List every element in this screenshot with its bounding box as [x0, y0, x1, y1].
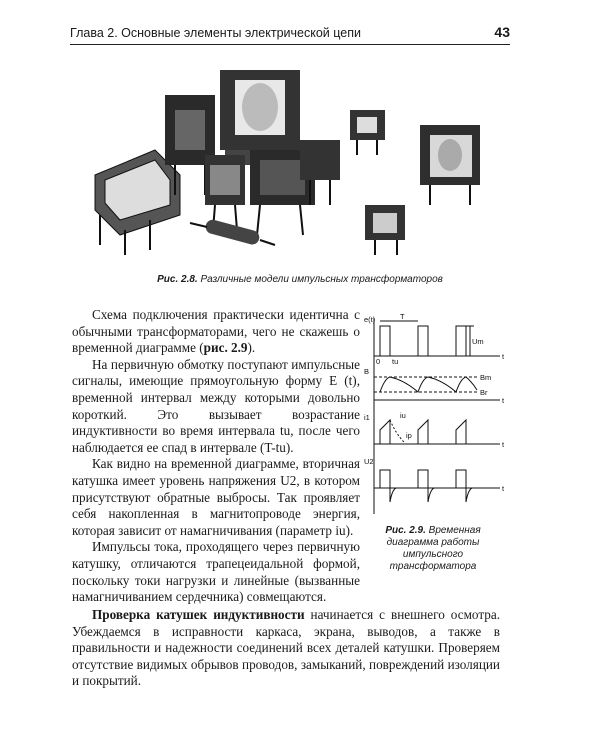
diagram-label-B: B: [364, 367, 370, 376]
paragraph-5: [72, 607, 500, 690]
paragraph-4: Импульсы тока, проходящего через первичную катушку, отличаются трапецеидальной формой, поскольку токи нагрузки и линейные (вызванные намагничиванием сердечника) совмещаются.: [72, 539, 360, 605]
diagram-label-Br: Br: [480, 388, 488, 397]
caption-text: Различные модели импульсных трансформаторов: [197, 274, 443, 285]
diagram-label-Um: Um: [472, 337, 484, 346]
diagram-label-zero: 0: [376, 357, 381, 366]
figure-reference: рис. 2.9: [203, 340, 248, 356]
diagram-label-ip: ip: [406, 431, 412, 440]
paragraph-1-end: ).: [247, 340, 256, 356]
diagram-label-t1: t: [502, 352, 505, 361]
diagram-label-t4: t: [502, 484, 505, 493]
diagram-label-tu: tu: [392, 357, 399, 366]
inductor-rod: [190, 218, 275, 246]
page-number: 43: [494, 24, 510, 40]
chapter-title: Глава 2. Основные элементы электрической цепи: [70, 26, 361, 40]
diagram-label-Bm: Bm: [480, 373, 492, 382]
diagram-caption-text: Временная диаграмма работы импульсного трансформатора: [386, 525, 481, 572]
bottom-text: [72, 607, 500, 690]
paragraph-3: Как видно на временной диаграмме, вторичная катушка имеет уровень напряжения U2, в котором присутствуют обратные выбросы. Так проявляет себя накопленная в магнитопроводе энергия, которая зависит от намагничивания (параметр iu).: [72, 456, 360, 538]
text-column: [72, 307, 360, 606]
paragraph-2: На первичную обмотку поступают импульсные сигналы, имеющие прямоугольную форму E (t), временной интервал между которыми довольно короткий. Это вызывает возрастание индуктивности во время интервала tu, после чего наблюдается ее спад в интервале (T-tu).: [72, 356, 360, 455]
paragraph-1-text: Схема подключения практически идентична с обычными трансформаторами, чего не скажешь о временной диаграмме (: [72, 307, 360, 356]
diagram-label-e: e(t): [364, 315, 376, 324]
diagram-label-U2: U2: [364, 457, 374, 466]
section-bold-heading: Проверка катушек индуктивности: [92, 607, 305, 622]
diagram-label-t3: t: [502, 440, 505, 449]
diagram-caption: [368, 525, 498, 573]
page-header: [70, 22, 510, 45]
figure-caption: [100, 274, 500, 285]
diagram-label-iu: iu: [400, 411, 406, 420]
transformer-9: [365, 205, 405, 255]
diagram-caption-label: Рис. 2.9.: [385, 525, 426, 536]
transformer-4: [205, 155, 245, 230]
paragraph-5-text: начинается с внешнего осмотра. Убеждаемся в исправности каркаса, экрана, выводов, а также в правильности и надежности соединений всех деталей катушки. Проверяем отсутствие видимых обрывов проводов, замыканий, повреждений изоляции и покрытий.: [72, 607, 500, 689]
timing-diagram: [362, 312, 508, 522]
transformers-photo: [85, 55, 500, 265]
diagram-label-t2: t: [502, 396, 505, 405]
diagram-label-i1: i1: [364, 413, 370, 422]
transformer-1: [95, 150, 180, 255]
transformer-7: [350, 110, 385, 155]
caption-label: Рис. 2.8.: [157, 274, 198, 285]
paragraph-1: [72, 307, 360, 357]
transformer-8: [420, 125, 480, 205]
diagram-label-T: T: [400, 312, 405, 321]
